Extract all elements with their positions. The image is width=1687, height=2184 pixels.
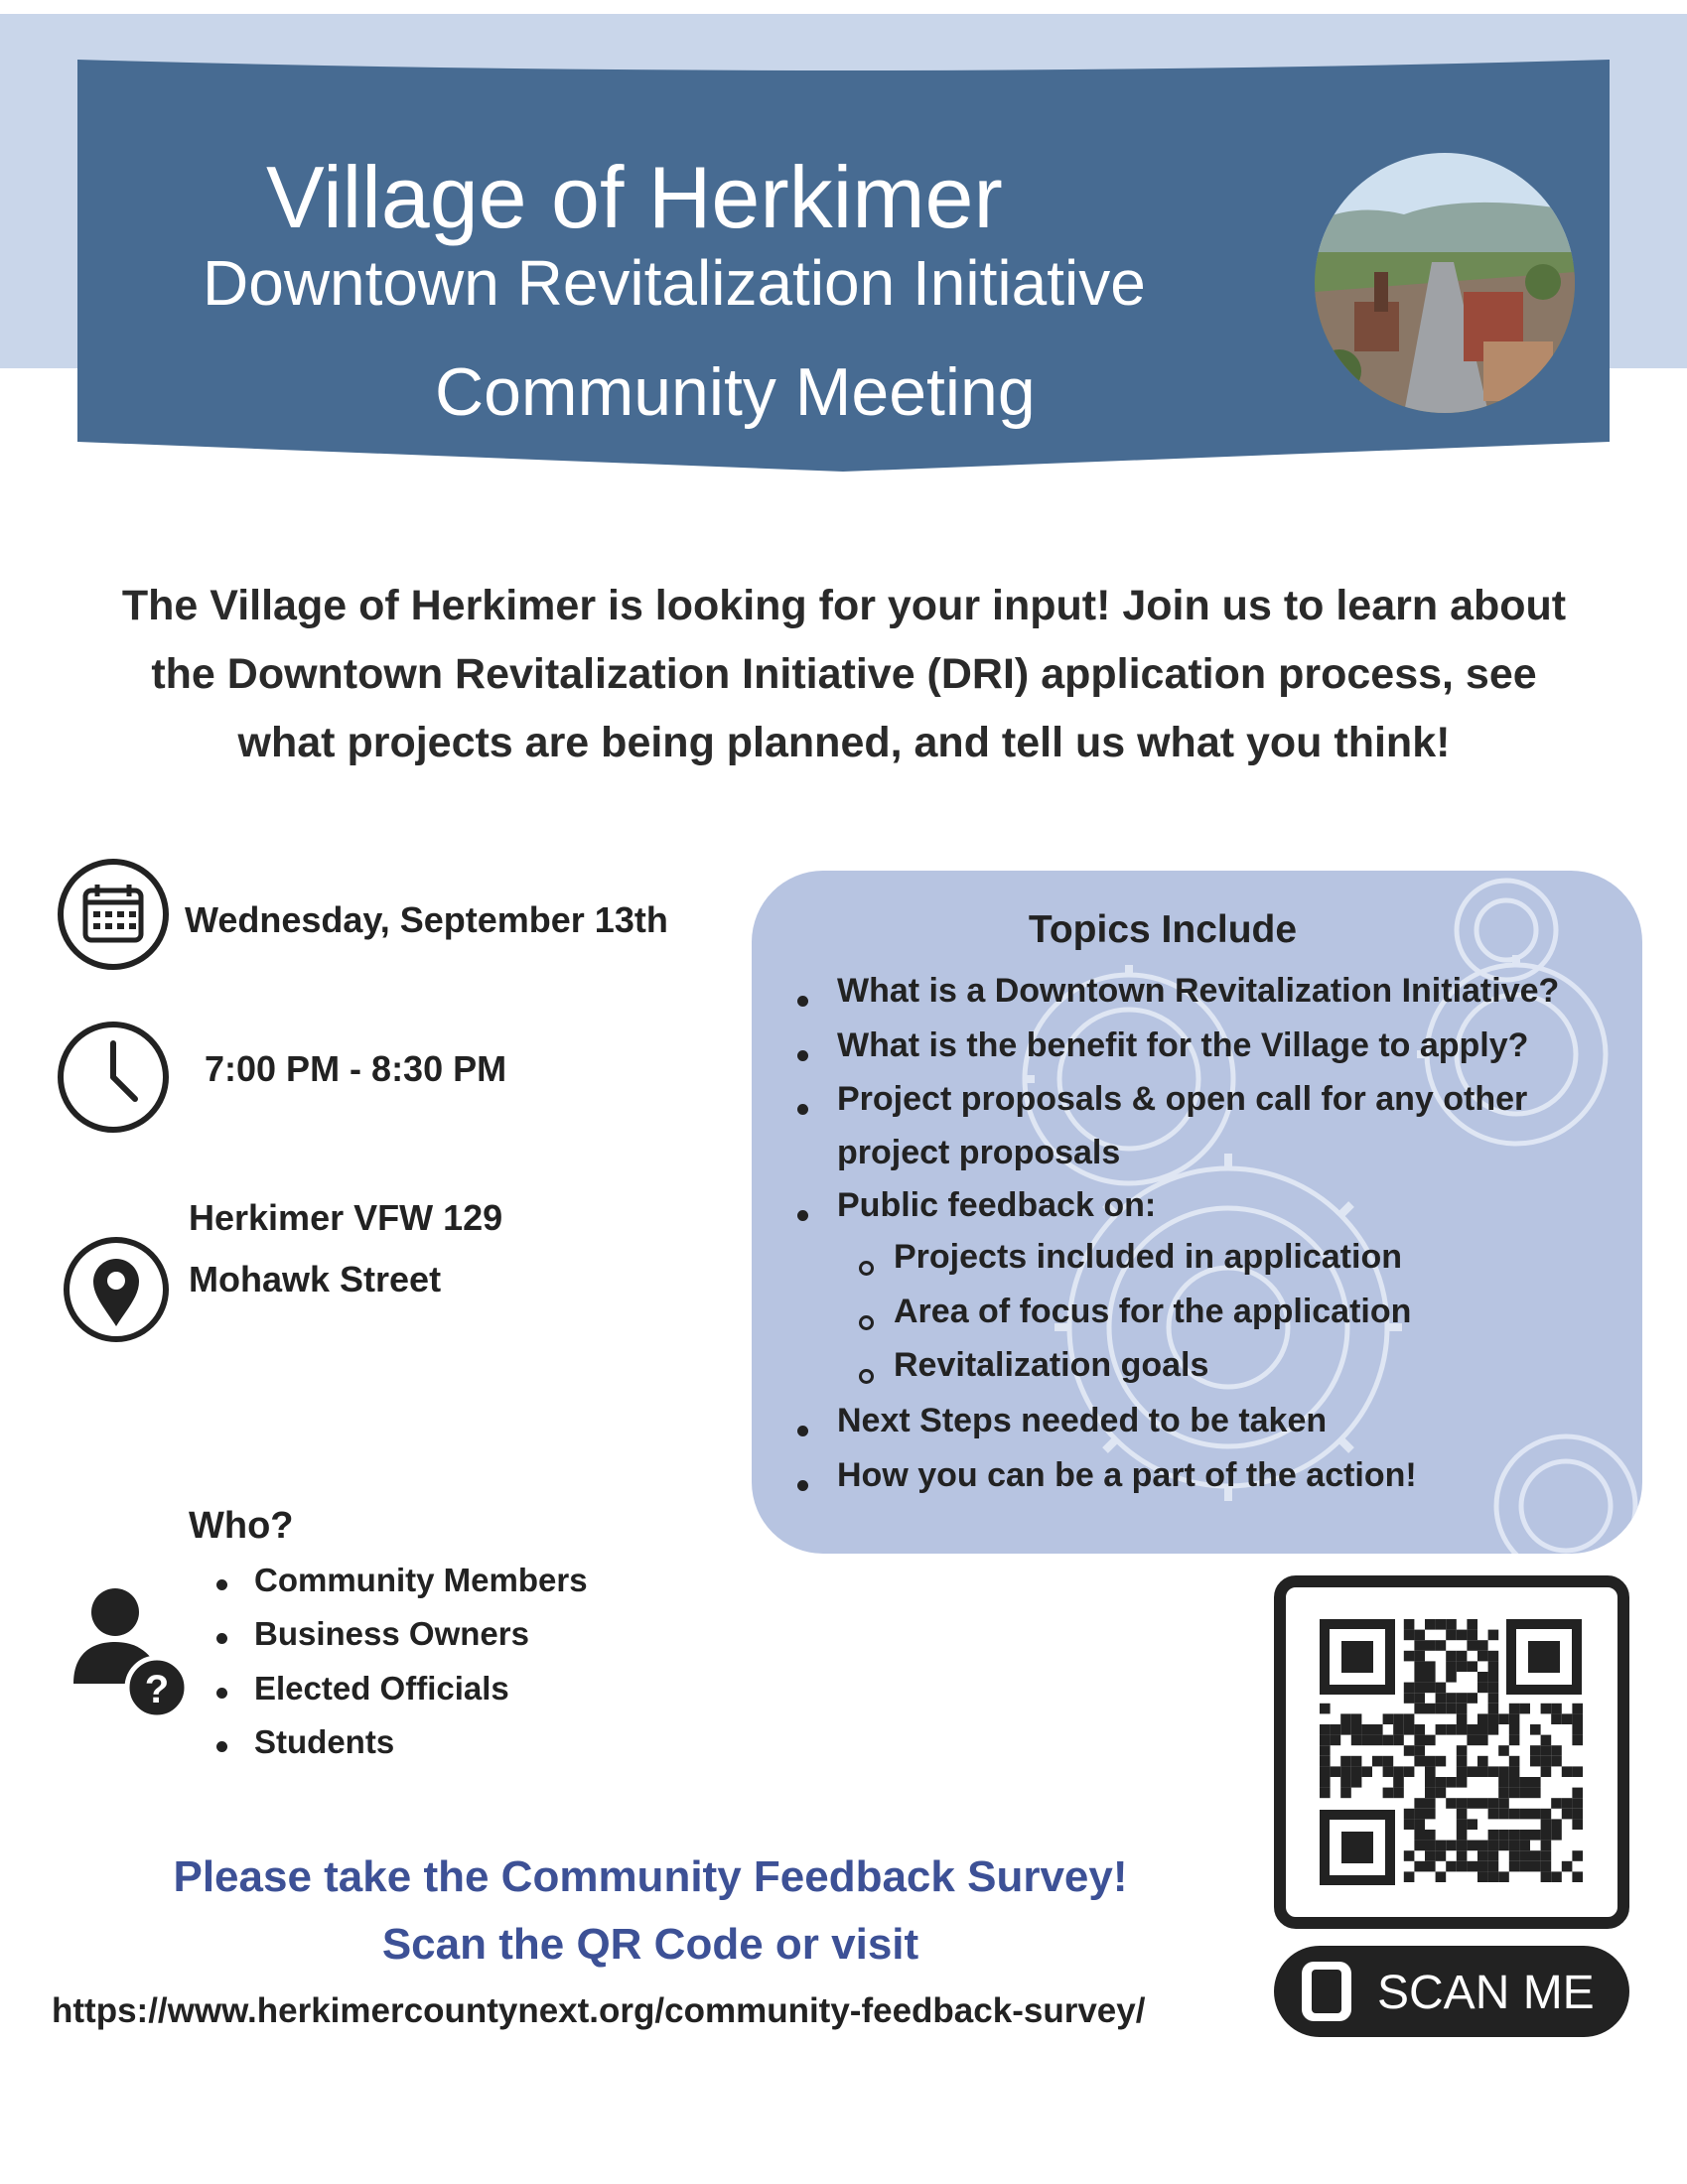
- location-name: Herkimer VFW 129: [189, 1197, 503, 1238]
- event-time: 7:00 PM - 8:30 PM: [205, 1048, 507, 1089]
- bullet-icon: [797, 1104, 808, 1115]
- topic-subitem: Revitalization goals: [894, 1346, 1209, 1384]
- topic-item: What is a Downtown Revitalization Initiative?: [837, 972, 1560, 1010]
- calendar-icon: [56, 857, 171, 977]
- bullet-icon: [216, 1741, 227, 1752]
- survey-call-to-action: Please take the Community Feedback Survey!: [173, 1852, 1128, 1901]
- survey-instruction: Scan the QR Code or visit: [381, 1920, 919, 1969]
- who-item: Elected Officials: [254, 1670, 509, 1706]
- bullet-icon: [797, 1050, 808, 1061]
- who-item: Business Owners: [254, 1615, 529, 1652]
- bullet-icon: [797, 996, 808, 1007]
- topic-item-continued: project proposals: [837, 1134, 1121, 1171]
- svg-text:?: ?: [144, 1668, 170, 1711]
- person-question-icon: [71, 1584, 191, 1728]
- location-street: Mohawk Street: [189, 1259, 442, 1299]
- intro-line: the Downtown Revitalization Initiative (DRI) application process, see: [151, 650, 1537, 698]
- topic-item: Next Steps needed to be taken: [837, 1402, 1328, 1439]
- survey-url-link[interactable]: https://www.herkimercountynext.org/community-feedback-survey/: [52, 1991, 1146, 2030]
- intro-line: The Village of Herkimer is looking for your input! Join us to learn about: [121, 582, 1567, 629]
- bullet-icon: [797, 1480, 808, 1491]
- village-aerial-photo: [1315, 153, 1575, 413]
- bullet-icon: [797, 1426, 808, 1436]
- location-pin-icon: [62, 1235, 171, 1349]
- topic-subitem: Area of focus for the application: [894, 1293, 1412, 1330]
- page-subtitle: Downtown Revitalization Initiative: [203, 247, 1146, 319]
- sub-bullet-icon: [859, 1315, 874, 1330]
- who-title: Who?: [189, 1505, 294, 1547]
- qr-code-icon: [1286, 1587, 1617, 1917]
- sub-bullet-icon: [859, 1369, 874, 1384]
- bullet-icon: [797, 1210, 808, 1221]
- phone-icon: [1298, 1960, 1355, 2023]
- bullet-icon: [216, 1688, 227, 1699]
- bullet-icon: [216, 1579, 227, 1590]
- qr-code[interactable]: [1274, 1575, 1629, 1929]
- topic-subitem: Projects included in application: [894, 1238, 1402, 1276]
- topic-item: What is the benefit for the Village to apply?: [837, 1026, 1529, 1064]
- sub-bullet-icon: [859, 1261, 874, 1276]
- scan-me-label: SCAN ME: [1377, 1967, 1595, 2019]
- event-date: Wednesday, September 13th: [185, 899, 668, 940]
- who-item: Community Members: [254, 1562, 588, 1598]
- topics-panel: [752, 871, 1642, 1554]
- scan-me-badge: [1274, 1946, 1629, 2037]
- topic-item: How you can be a part of the action!: [837, 1456, 1417, 1494]
- event-name: Community Meeting: [435, 354, 1036, 430]
- intro-line: what projects are being planned, and tell us what you think!: [237, 719, 1451, 766]
- page-title: Village of Herkimer: [266, 148, 1003, 246]
- bullet-icon: [216, 1633, 227, 1644]
- clock-icon: [56, 1020, 171, 1140]
- intro-paragraph: [89, 572, 1599, 777]
- who-item: Students: [254, 1723, 395, 1760]
- topics-title: Topics Include: [1028, 908, 1298, 951]
- topic-item: Project proposals & open call for any other: [837, 1080, 1528, 1118]
- topic-item: Public feedback on:: [837, 1186, 1157, 1224]
